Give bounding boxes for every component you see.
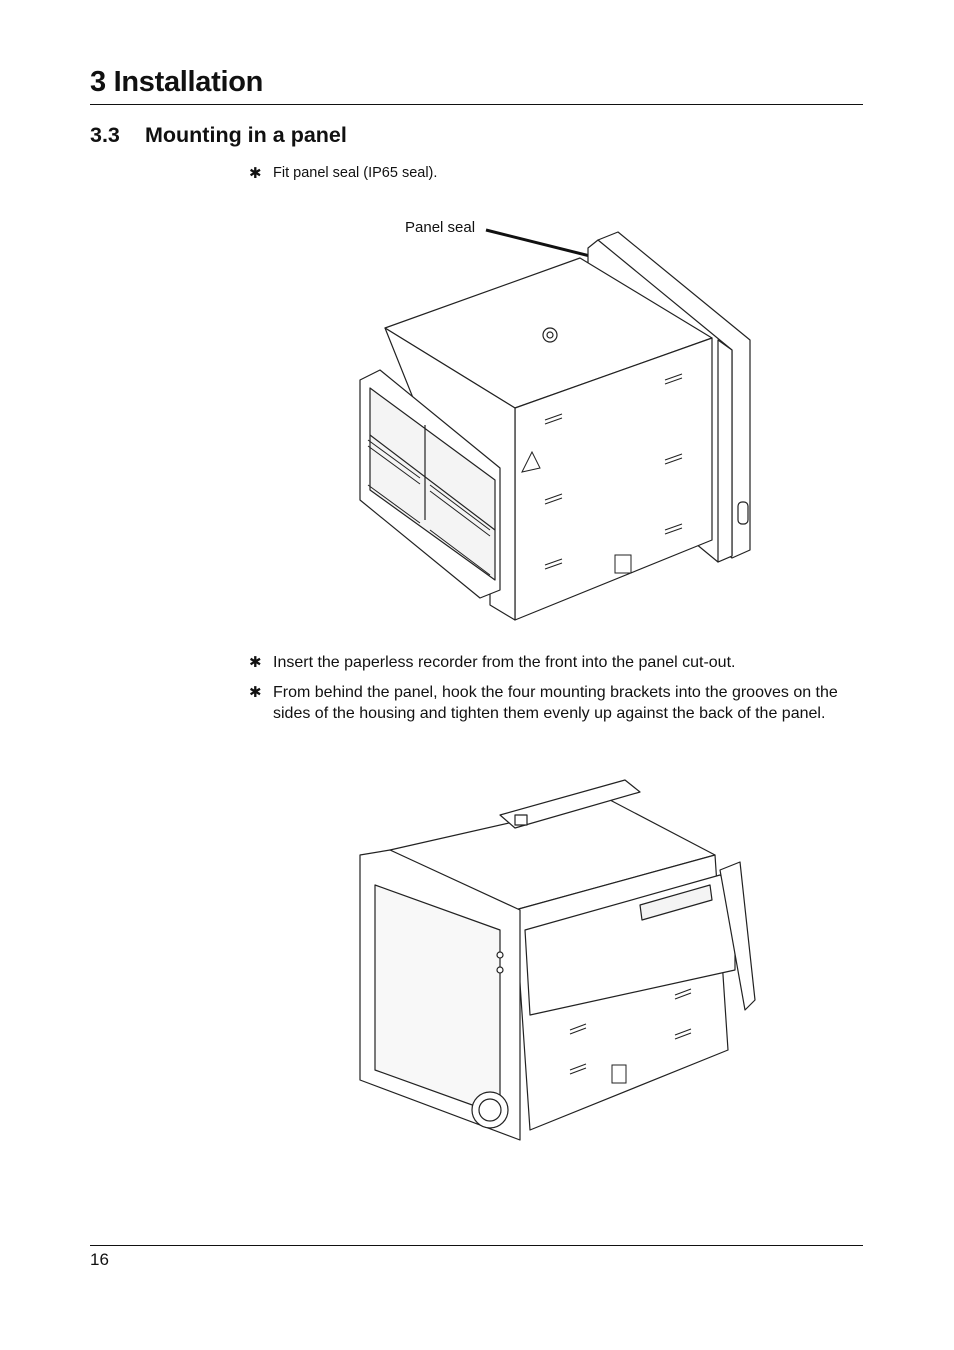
panel-seal-callout: Panel seal — [405, 219, 476, 236]
bullet-icon: ✱ — [249, 165, 262, 182]
section-title — [90, 123, 347, 148]
footer-rule — [90, 1245, 863, 1246]
recorder-rear-illustration — [340, 210, 780, 625]
recorder-front-illustration — [350, 770, 770, 1150]
bullet-icon: ✱ — [249, 684, 262, 701]
header-rule — [90, 104, 863, 105]
section-number: 3.3 — [90, 123, 120, 147]
section-title-text: Mounting in a panel — [145, 123, 347, 147]
step-1-text: Fit panel seal (IP65 seal). — [273, 165, 438, 181]
chapter-title: 3 Installation — [90, 66, 264, 98]
step-3-text: From behind the panel, hook the four mounting brackets into the grooves on the sides of the housing and tighten them evenly up against the back of the panel. — [273, 684, 838, 722]
bullet-icon: ✱ — [249, 654, 262, 671]
step-2-text: Insert the paperless recorder from the front into the panel cut-out. — [273, 654, 736, 671]
page-number: 16 — [90, 1250, 109, 1269]
